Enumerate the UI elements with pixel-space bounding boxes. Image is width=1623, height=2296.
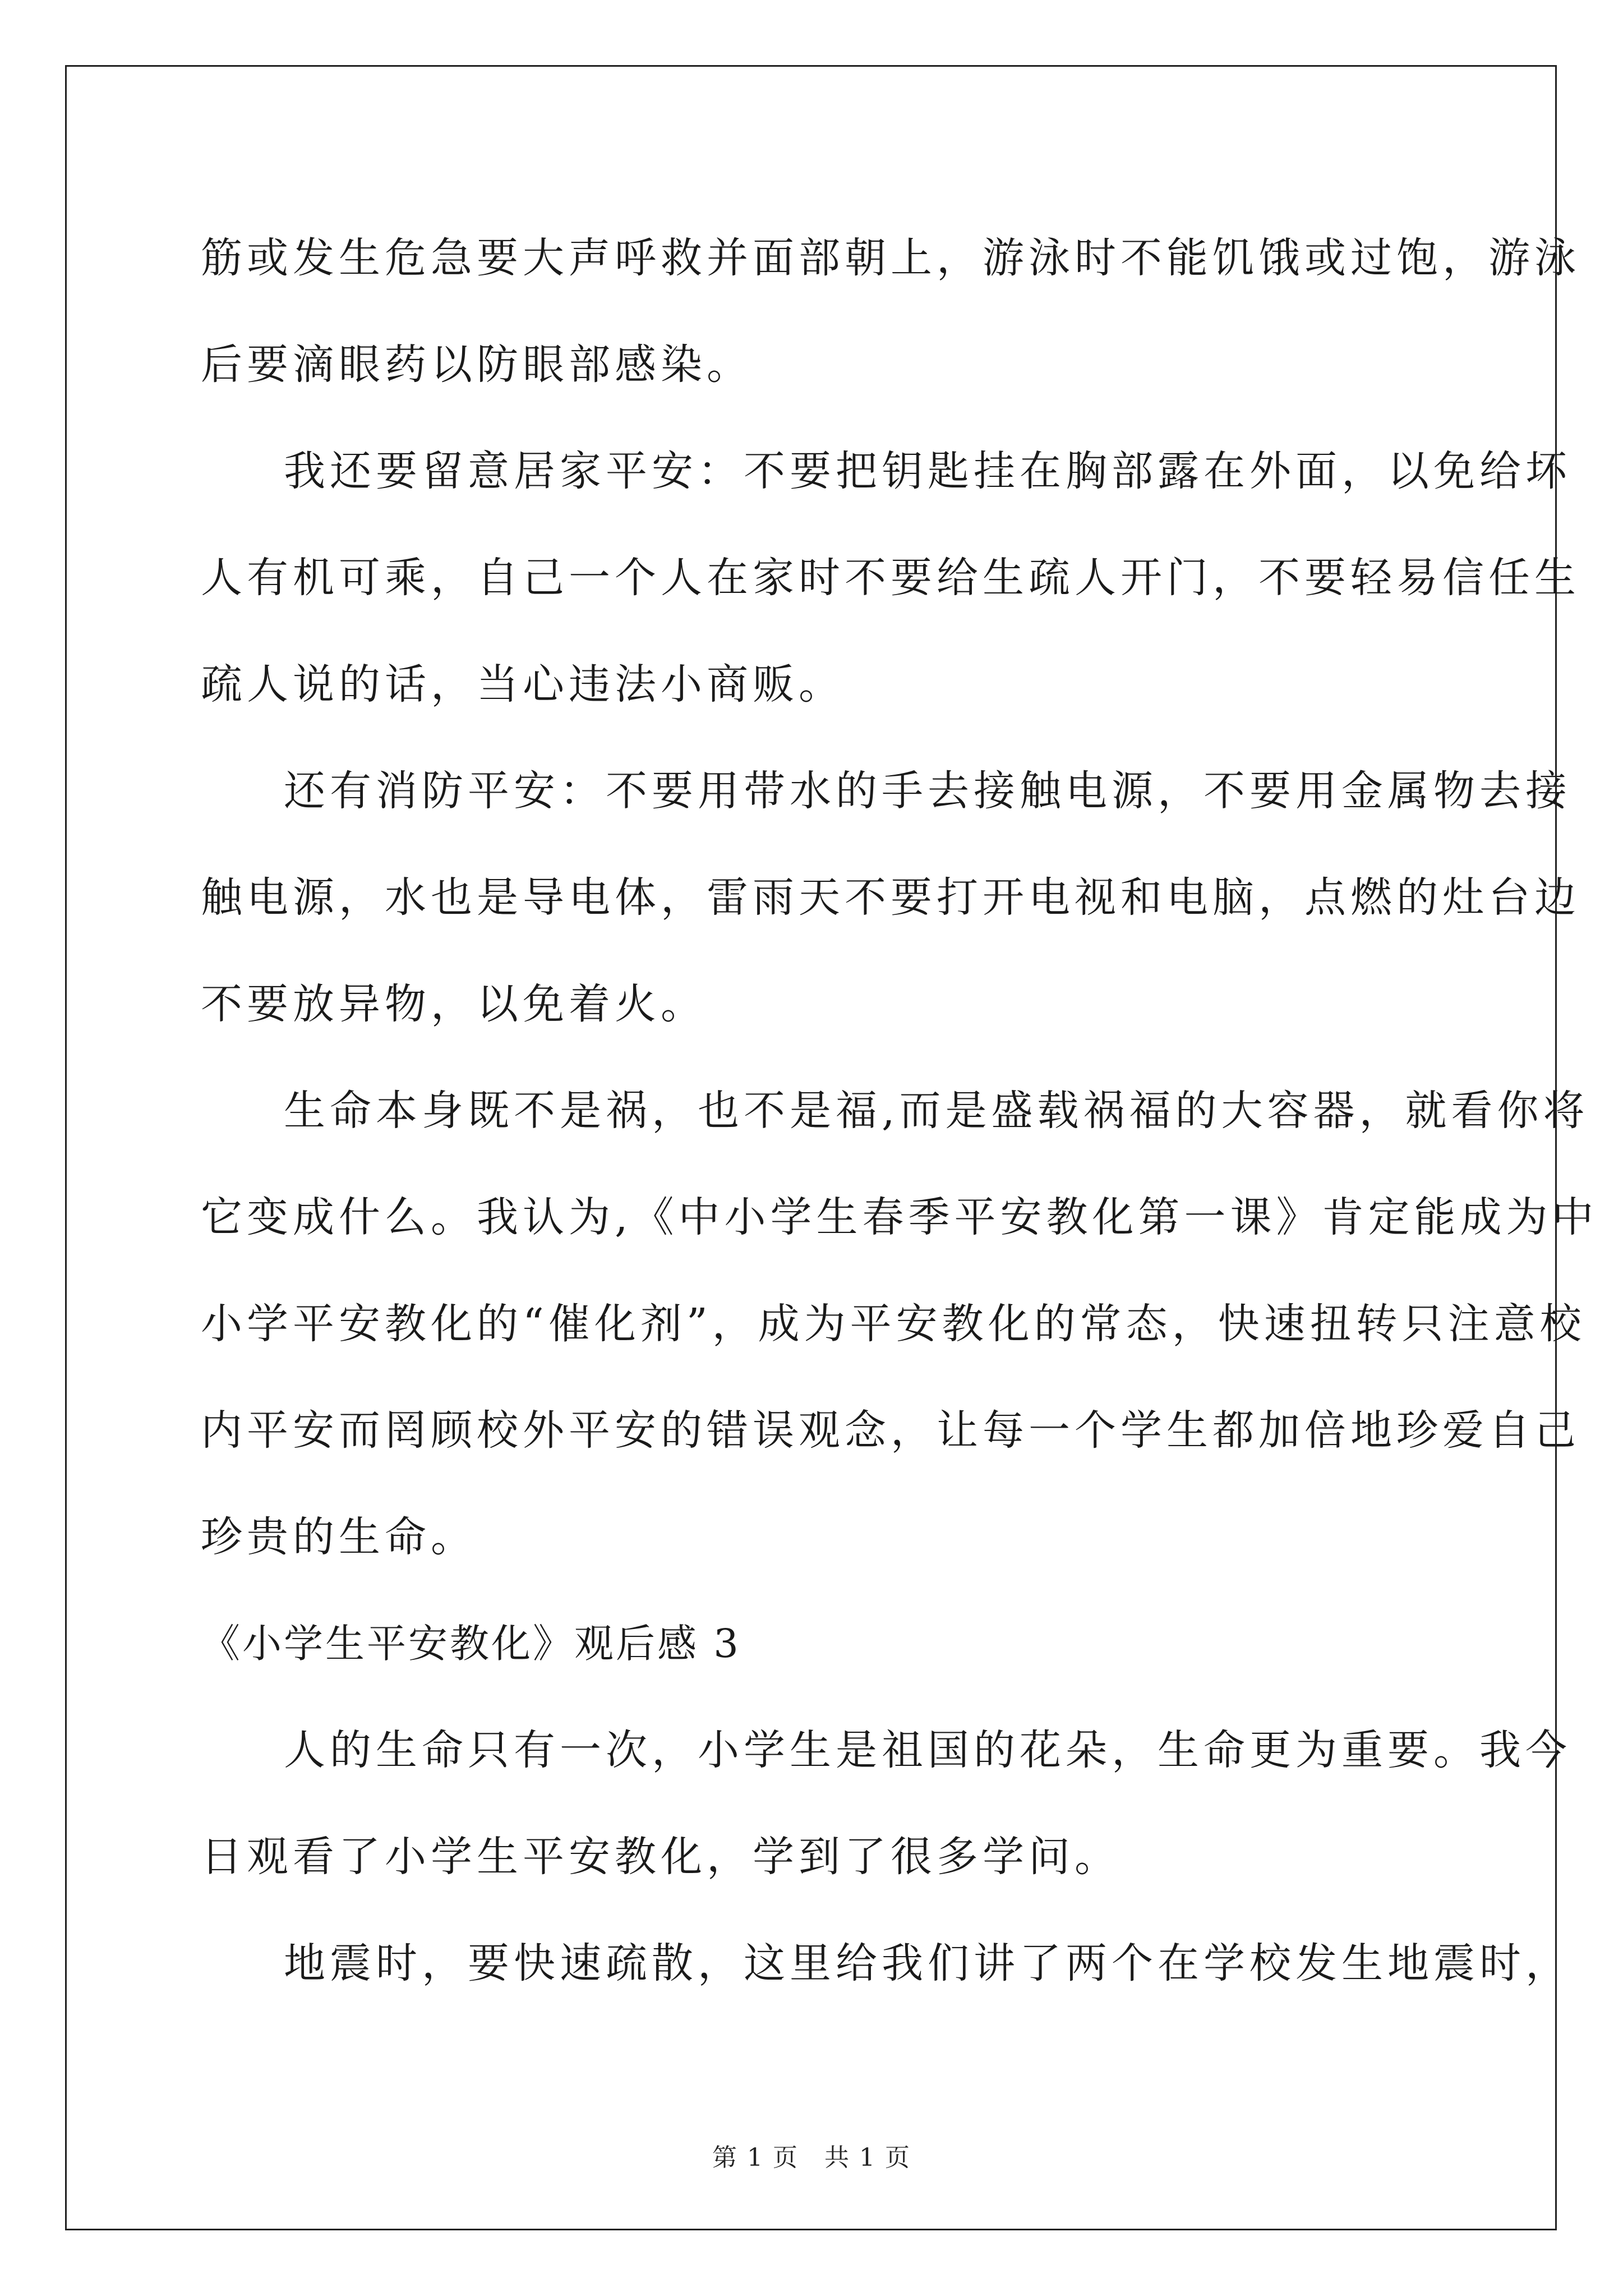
text-line-10: 它变成什么。我认为,《中小学生春季平安教化第一课》肯定能成为中	[201, 1193, 1598, 1241]
text-line-7: 触电源，水也是导电体，雷雨天不要打开电视和电脑，点燃的灶台边	[201, 873, 1580, 922]
text-line-11: 小学平安教化的“催化剂”，成为平安教化的常态，快速扭转只注意校	[201, 1300, 1586, 1348]
text-line-16: 日观看了小学生平安教化，学到了很多学问。	[201, 1833, 1121, 1881]
text-line-8: 不要放异物，以免着火。	[201, 980, 707, 1028]
text-line-9: 生命本身既不是祸，也不是福,而是盛载祸福的大容器，就看你将	[284, 1087, 1589, 1135]
text-line-4: 人有机可乘，自己一个人在家时不要给生疏人开门，不要轻易信任生	[201, 554, 1580, 602]
section-heading: 《小学生平安教化》观后感 3	[201, 1621, 741, 1667]
text-line-1: 筋或发生危急要大声呼救并面部朝上，游泳时不能饥饿或过饱，游泳	[201, 234, 1580, 282]
text-line-12: 内平安而罔顾校外平安的错误观念，让每一个学生都加倍地珍爱自己	[201, 1406, 1580, 1455]
text-line-3: 我还要留意居家平安：不要把钥匙挂在胸部露在外面，以免给坏	[284, 447, 1571, 495]
text-line-13: 珍贵的生命。	[201, 1513, 477, 1561]
text-line-5: 疏人说的话，当心违法小商贩。	[201, 660, 845, 708]
text-line-6: 还有消防平安：不要用带水的手去接触电源，不要用金属物去接	[284, 767, 1571, 815]
page-footer: 第 1 页 共 1 页	[712, 2143, 911, 2172]
document-body	[201, 205, 1598, 2017]
text-line-2: 后要滴眼药以防眼部感染。	[201, 341, 753, 389]
text-line-15: 人的生命只有一次，小学生是祖国的花朵，生命更为重要。我今	[284, 1726, 1571, 1774]
text-line-17: 地震时，要快速疏散，这里给我们讲了两个在学校发生地震时，	[284, 1939, 1571, 1987]
